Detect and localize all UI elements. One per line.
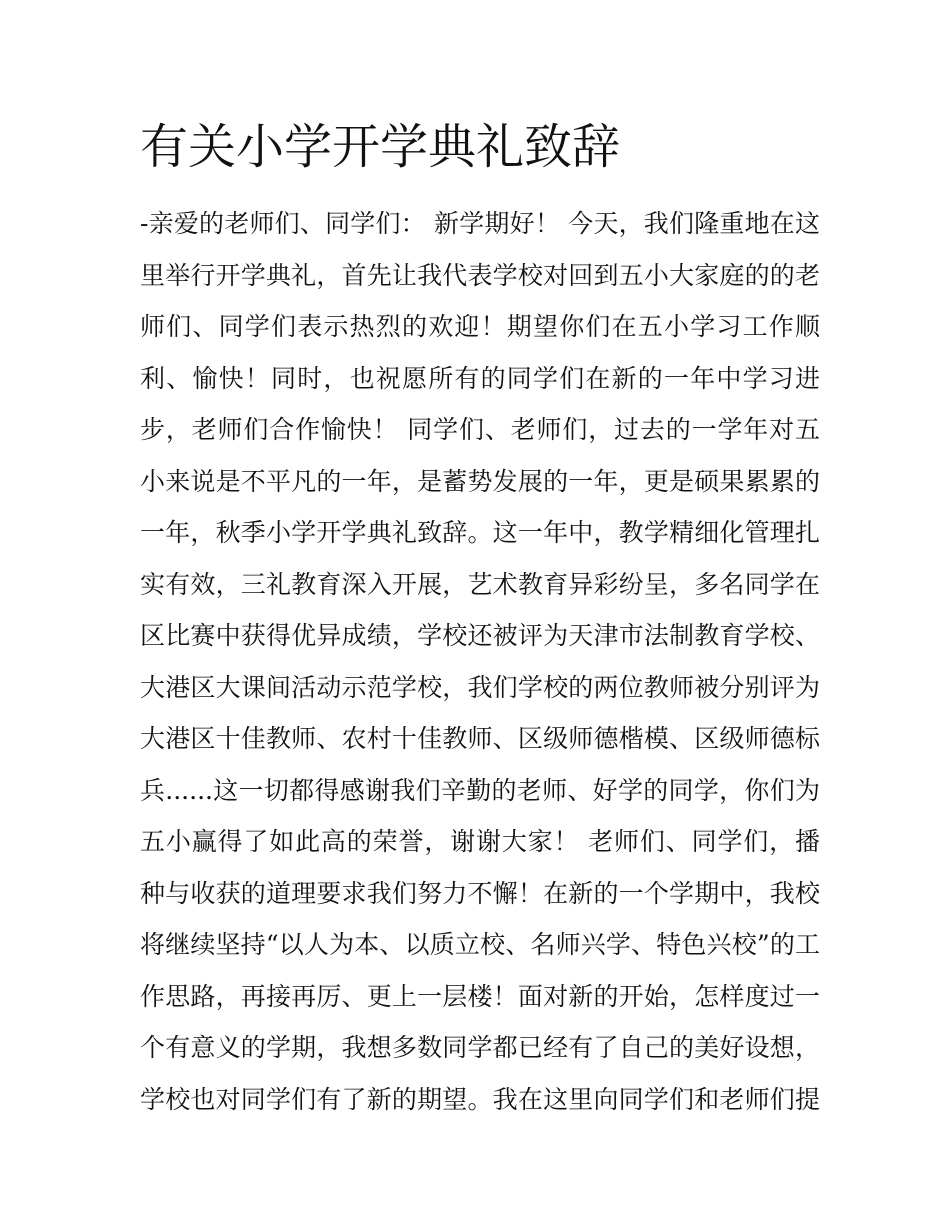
body-line: 小来说是不平凡的一年，是蓄势发展的一年，更是硕果累累的	[140, 466, 820, 496]
body-line: 大港区十佳教师、农村十佳教师、区级师德楷模、区级师德标	[140, 724, 820, 753]
body-line: 作思路，再接再厉、更上一层楼！面对新的开始，怎样度过一	[140, 981, 820, 1011]
body-line: 里举行开学典礼，首先让我代表学校对回到五小大家庭的的老	[140, 260, 820, 290]
body-line: 区比赛中获得优异成绩，学校还被评为天津市法制教育学校、	[140, 621, 820, 650]
body-line: 师们、同学们表示热烈的欢迎！期望你们在五小学习工作顺	[140, 312, 820, 341]
document-title: 有关小学开学典礼致辞	[140, 119, 621, 175]
body-line: 实有效，三礼教育深入开展，艺术教育异彩纷呈，多名同学在	[140, 569, 820, 599]
body-line: 大港区大课间活动示范学校，我们学校的两位教师被分别评为	[140, 672, 820, 702]
body-line: 将继续坚持“以人为本、以质立校、名师兴学、特色兴校”的工	[140, 930, 820, 959]
body-line: 利、愉快！同时，也祝愿所有的同学们在新的一年中学习进	[140, 363, 820, 393]
body-line: 步，老师们合作愉快！ 同学们、老师们，过去的一学年对五	[140, 415, 820, 444]
body-line: 五小赢得了如此高的荣誉，谢谢大家！ 老师们、同学们，播	[140, 827, 820, 856]
body-line: 学校也对同学们有了新的期望。我在这里向同学们和老师们提	[140, 1084, 820, 1114]
body-line: 种与收获的道理要求我们努力不懈！在新的一个学期中，我校	[140, 878, 820, 908]
body-line: 一年，秋季小学开学典礼致辞。这一年中，教学精细化管理扎	[140, 518, 820, 547]
body-line: 兵......这一切都得感谢我们辛勤的老师、好学的同学，你们为	[140, 775, 820, 805]
document-body	[140, 198, 820, 1125]
body-line: 个有意义的学期，我想多数同学都已经有了自己的美好设想，	[140, 1033, 820, 1062]
body-line: -亲爱的老师们、同学们： 新学期好！ 今天，我们隆重地在这	[140, 209, 820, 238]
